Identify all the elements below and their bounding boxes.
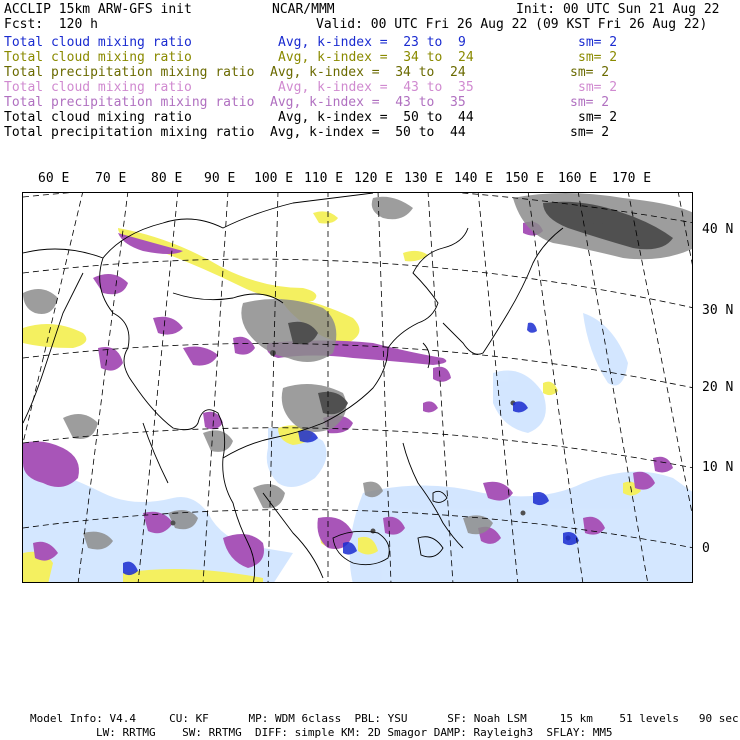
model-info-line-1: Model Info: V4.4 CU: KF MP: WDM 6class PBL: YSU SF: Noah LSM 15 km 51 levels 90 sec	[30, 712, 739, 725]
lon-label-120e: 120 E	[354, 171, 394, 186]
lon-label-150e: 150 E	[505, 171, 545, 186]
lon-label-170e: 170 E	[612, 171, 652, 186]
lon-label-100e: 100 E	[254, 171, 294, 186]
lon-label-60e: 60 E	[38, 171, 70, 186]
legend-sm-1: sm= 2	[578, 35, 618, 50]
model-info-line-2: LW: RRTMG SW: RRTMG DIFF: simple KM: 2D Smagor DAMP: Rayleigh3 SFLAY: MM5	[96, 726, 613, 739]
lat-label-30n: 30 N	[702, 303, 734, 318]
plot-title: ACCLIP 15km ARW-GFS init	[4, 2, 192, 17]
legend-avg-1: Avg, k-index = 23 to 9	[278, 35, 466, 50]
legend-sm-5: sm= 2	[570, 95, 610, 110]
lon-label-70e: 70 E	[95, 171, 127, 186]
legend-name-5: Total precipitation mixing ratio	[4, 95, 255, 110]
legend-sm-6: sm= 2	[578, 110, 618, 125]
init-time: Init: 00 UTC Sun 21 Aug 22	[516, 2, 720, 17]
legend-avg-2: Avg, k-index = 34 to 24	[278, 50, 474, 65]
lat-label-20n: 20 N	[702, 380, 734, 395]
legend-avg-6: Avg, k-index = 50 to 44	[278, 110, 474, 125]
lon-label-140e: 140 E	[454, 171, 494, 186]
legend-name-1: Total cloud mixing ratio	[4, 35, 192, 50]
legend-avg-7: Avg, k-index = 50 to 44	[270, 125, 466, 140]
lon-label-130e: 130 E	[404, 171, 444, 186]
lat-label-10n: 10 N	[702, 460, 734, 475]
lon-label-90e: 90 E	[204, 171, 236, 186]
forecast-hour: Fcst: 120 h	[4, 17, 98, 32]
valid-time: Valid: 00 UTC Fri 26 Aug 22 (09 KST Fri 26 Aug 22)	[316, 17, 708, 32]
legend-name-4: Total cloud mixing ratio	[4, 80, 192, 95]
legend-avg-4: Avg, k-index = 43 to 35	[278, 80, 474, 95]
organization-label: NCAR/MMM	[272, 2, 335, 17]
legend-avg-3: Avg, k-index = 34 to 24	[270, 65, 466, 80]
legend-sm-2: sm= 2	[578, 50, 618, 65]
legend-sm-7: sm= 2	[570, 125, 610, 140]
lat-label-0: 0	[702, 541, 710, 556]
lon-label-110e: 110 E	[304, 171, 344, 186]
map-panel	[22, 192, 693, 583]
legend-name-7: Total precipitation mixing ratio	[4, 125, 255, 140]
legend-sm-3: sm= 2	[570, 65, 610, 80]
lon-label-160e: 160 E	[558, 171, 598, 186]
legend-avg-5: Avg, k-index = 43 to 35	[270, 95, 466, 110]
legend-sm-4: sm= 2	[578, 80, 618, 95]
legend-name-6: Total cloud mixing ratio	[4, 110, 192, 125]
map-canvas	[23, 193, 693, 583]
lon-label-80e: 80 E	[151, 171, 183, 186]
legend-name-2: Total cloud mixing ratio	[4, 50, 192, 65]
legend-name-3: Total precipitation mixing ratio	[4, 65, 255, 80]
lat-label-40n: 40 N	[702, 222, 734, 237]
